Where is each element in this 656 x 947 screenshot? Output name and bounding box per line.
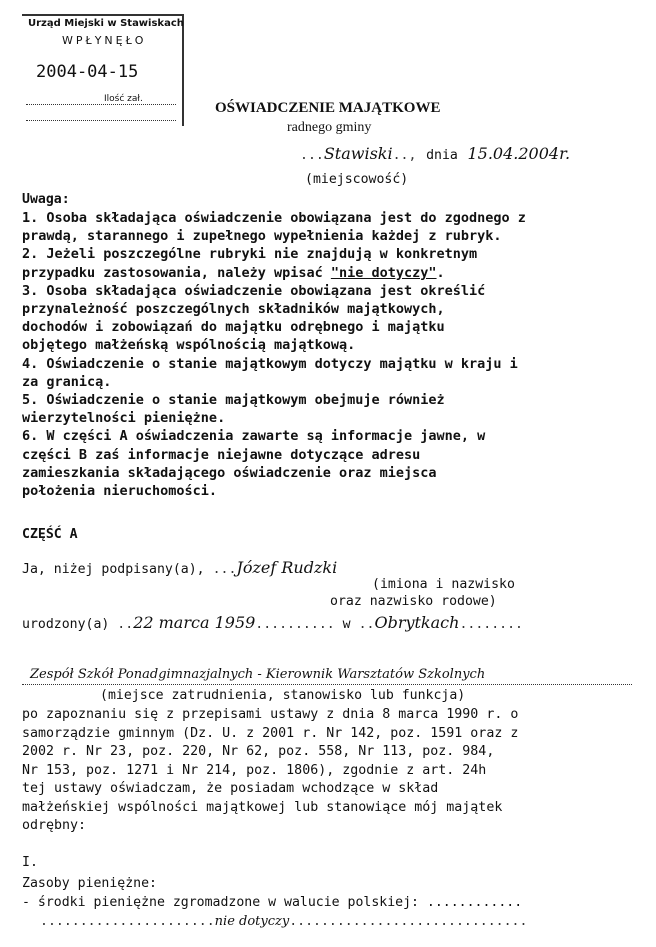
place-caption: (miejscowość) [305, 172, 409, 187]
date-label: dnia [426, 148, 458, 163]
section-1-heading: I. [22, 855, 38, 870]
stamp-date: 2004-04-15 [36, 62, 139, 82]
section-1-answer: nie dotyczy [214, 914, 290, 929]
stamp-received: WPŁYNĘŁO [62, 34, 147, 47]
stamp-line-1 [26, 104, 176, 105]
note-4: 4. Oświadczenie o stanie majątkowym dotyczy majątku w kraju i za granicą. [22, 355, 518, 390]
document-subtitle: radnego gminy [287, 120, 372, 135]
employment-dotted-line [22, 684, 632, 685]
employment-caption: (miejsce zatrudnienia, stanowisko lub funkcja) [100, 688, 466, 703]
document-title: OŚWIADCZENIE MAJĄTKOWE [215, 100, 441, 116]
received-stamp [22, 14, 184, 126]
declaration-body: po zapoznaniu się z przepisami ustawy z dnia 8 marca 1990 r. o samorządzie gminnym (Dz. U. z 2001 r. Nr 142, poz. 1591 oraz z 2002 r. Nr 23, poz. 220, Nr 62, poz. 558, Nr 113, poz. 984, Nr 153, poz. 1271 i Nr 214, poz. 1806), zgodnie z art. 24h tej ustawy oświadczam, że posiadam wchodzące w skład małżeńskiej wspólności majątkowej lub stanowiące mój majątek odrębny: [22, 707, 519, 833]
notes-list [22, 209, 526, 500]
stamp-count-label: Ilość zał. [104, 94, 143, 104]
place-date-line: ...Stawiski.., dnia 15.04.2004r. [300, 144, 571, 163]
section-1-label: Zasoby pieniężne: [22, 876, 157, 891]
birth-date: 22 marca 1959 [133, 613, 256, 632]
born-line: urodzony(a) ..22 marca 1959.......... w ..Obrytkach........ [22, 613, 523, 632]
signed-line: Ja, niżej podpisany(a), ...Józef Rudzki [22, 558, 338, 577]
name-caption-1: (imiona i nazwisko [372, 577, 515, 592]
employment-value: Zespół Szkół Ponadgimnazjalnych - Kierownik Warsztatów Szkolnych [30, 667, 486, 682]
birth-place: Obrytkach [374, 613, 460, 632]
note-1: 1. Osoba składająca oświadczenie obowiązana jest do zgodnego z prawdą, starannego i zupełnego wypełnienia każdej z rubryk. [22, 210, 526, 245]
notes-heading: Uwaga: [22, 192, 70, 207]
date-value: 15.04.2004r. [467, 144, 571, 163]
note-5: 5. Oświadczenie o stanie majątkowym obejmuje również wierzytelności pieniężne. [22, 392, 445, 427]
not-applicable-phrase: "nie dotyczy" [330, 264, 437, 281]
section-1-item-1: - środki pieniężne zgromadzone w walucie polskiej: ............ [22, 895, 523, 910]
part-a-heading: CZĘŚĆ A [22, 527, 78, 542]
note-3: 3. Osoba składająca oświadczenie obowiązana jest określić przynależność poszczególnych składników majątkowych, dochodów i zobowiązań do majątku odrębnego i majątku objętego małżeńską wspólnością majątkową. [22, 282, 486, 354]
section-1-answer-line: ......................nie dotyczy.............................. [40, 914, 528, 929]
signatory-name: Józef Rudzki [236, 558, 338, 577]
place-value: Stawiski [323, 144, 393, 163]
note-2: 2. Jeżeli poszczególne rubryki nie znajdują w konkretnym przypadku zastosowania, należy wpisać "nie dotyczy". [22, 246, 478, 281]
name-caption-2: oraz nazwisko rodowe) [330, 594, 497, 609]
note-6: 6. W części A oświadczenia zawarte są informacje jawne, w części B zaś informacje niejawne dotyczące adresu zamieszkania składającego oświadczenie oraz miejsca położenia nieruchomości. [22, 428, 486, 500]
stamp-office: Urząd Miejski w Stawiskach [28, 18, 184, 29]
stamp-line-2 [26, 120, 176, 121]
